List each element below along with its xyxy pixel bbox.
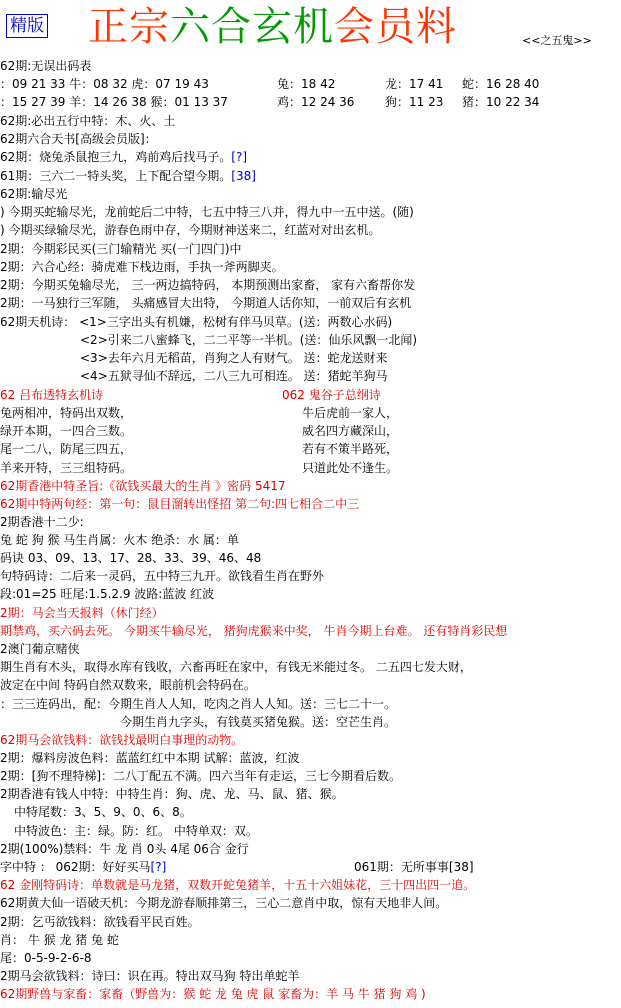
text-line (0, 332, 621, 349)
text-line (0, 623, 621, 640)
text-segment: 62期中特两句经：第一句：鼠目溜转出怪招 第二句:四七相合二中三 (0, 497, 360, 511)
text-line (0, 350, 621, 367)
text-segment: [?] (231, 150, 248, 164)
text-segment: 062 鬼谷子总纲诗 (282, 388, 381, 402)
text-line (0, 186, 621, 203)
text-segment: ：09 21 33 牛：08 32 虎：07 19 43 (0, 77, 209, 91)
text-segment: 狗：11 23 (385, 95, 444, 109)
text-line (0, 423, 621, 440)
text-segment: 62期香港中特圣旨:《欲钱买最大的生肖 》密码 5417 (0, 479, 286, 493)
text-line (0, 950, 621, 967)
text-line (0, 314, 621, 331)
text-segment: 期禁鸡，买六码去死。 今期买牛输尽光， 猪狗虎猴来中奖， 牛肖今期上台难。 还有特肖彩民想 (0, 624, 508, 638)
text-line (0, 94, 621, 111)
text-line (0, 895, 621, 912)
text-segment: 2期：马会当天报料（休门经） (0, 606, 164, 620)
text-segment: 2期：爆料房波色料：蓝蓝红红中本期 试解：蓝波，红波 (0, 751, 300, 765)
text-segment: 2期：一马独行三军随， 头痛感冒大出特， 今期道人话你知，一前双后有玄机 (0, 296, 412, 310)
text-line (0, 714, 621, 731)
text-segment: 蛇：16 28 40 (462, 77, 540, 91)
text-segment: 绿开本期，一四合三数。 (0, 424, 133, 438)
text-line (0, 76, 621, 93)
text-segment: 061期：无所事事[38] (354, 860, 474, 874)
text-segment: 2期：今期彩民买(三门输精光 买(一门四门)中 (0, 242, 242, 256)
text-segment: 2期香港十二少: (0, 515, 84, 529)
text-segment: 2期马会欲钱料：诗曰：识在再。特出双马狗 特出单蛇羊 (0, 969, 300, 983)
text-line (0, 986, 621, 1003)
text-line (0, 514, 621, 531)
text-line (0, 58, 621, 75)
title-char: 正 (88, 4, 129, 50)
text-segment: 中特波色：主：绿。防：红。 中特单双：双。 (14, 824, 258, 838)
text-segment: 兔 蛇 狗 猴 马生肖属：火木 绝杀：水 属：单 (0, 533, 239, 547)
text-line (0, 113, 621, 130)
text-segment: 62 吕布透特玄机诗 (0, 388, 104, 402)
text-segment: 62期天机诗： <1>三字出头有机嫌，松树有伴马贝草。(送：两数心水码) (0, 315, 393, 329)
text-segment: 段:01=25 旺尾:1.5.2.9 波路:蓝波 红波 (0, 587, 215, 601)
text-segment: 龙：17 41 (385, 77, 444, 91)
text-segment: 62期黄大仙一语破天机：今期龙游春顺排第三，三心二意肖中取，惊有天地非人间。 (0, 896, 448, 910)
text-segment: 羊来开特，三三组特码。 (0, 461, 133, 475)
text-segment: 62期马会欲钱料：欲钱找最明白事理的动物。 (0, 733, 244, 747)
section-tag: <<之五鬼>> (522, 34, 592, 47)
title-char: 六 (170, 4, 211, 50)
text-line (0, 168, 621, 185)
text-segment: 62 金刚特码诗：单数就是马龙猪，双数开蛇兔猪羊，十五十六姐妹花，三十四出四一追。 (0, 878, 476, 892)
text-segment: 字中特 ： 062期：好好买马 (0, 860, 151, 874)
text-segment: 威名四方藏深山， (302, 424, 399, 438)
text-line (0, 841, 621, 858)
title-char: 玄 (252, 4, 293, 50)
text-line (0, 914, 621, 931)
text-line (0, 696, 621, 713)
page-title (88, 2, 457, 52)
text-line (0, 259, 621, 276)
text-line (0, 641, 621, 658)
text-line (0, 968, 621, 985)
text-segment: ) 今期买绿输尽光，游春色雨中存，今期财神送来二，红蓝对对出玄机。 (0, 223, 381, 237)
text-line (0, 677, 621, 694)
text-segment: 2期：六合心经：骑虎难下栈边雨，手执一斧两脚夹。 (0, 260, 284, 274)
text-segment: 62期六合天书[高级会员版]： (0, 132, 157, 146)
text-line (0, 478, 621, 495)
title-char: 合 (211, 4, 252, 50)
text-line (0, 732, 621, 749)
text-line (0, 387, 621, 404)
text-line (0, 277, 621, 294)
text-line (0, 659, 621, 676)
text-line (0, 804, 621, 821)
text-segment: 62期:必出五行中特：木、火、土 (0, 114, 176, 128)
edition-badge: 精版 (6, 14, 48, 38)
text-segment: [?] (150, 860, 167, 874)
text-line (0, 605, 621, 622)
text-segment: 肖： 牛 猴 龙 猪 兔 蛇 (0, 933, 119, 947)
text-line (0, 786, 621, 803)
text-line (0, 149, 621, 166)
text-line (0, 204, 621, 221)
title-char: 料 (416, 4, 457, 50)
text-segment: 2期(100%)禁料：牛 龙 肖 0头 4尾 06合 金行 (0, 842, 249, 856)
text-segment: 句特码诗：二后来一灵码，五中特三九开。欲钱看生肖在野外 (0, 569, 325, 583)
title-char: 机 (293, 4, 334, 50)
text-line (0, 222, 621, 239)
text-segment: 波定在中间 特码自然双数来，眼前机会特码在。 (0, 678, 256, 692)
title-char: 会 (334, 4, 375, 50)
text-segment: 若有不策半路死， (302, 442, 399, 456)
title-char: 宗 (129, 4, 170, 50)
page-header (0, 0, 621, 56)
text-line (0, 441, 621, 458)
text-line (0, 405, 621, 422)
text-segment: 尾一二八，防尾三四五， (0, 442, 133, 456)
text-segment: 62期:无误出码表 (0, 59, 92, 73)
text-line (0, 859, 621, 876)
text-line (0, 368, 621, 385)
text-segment: ：15 27 39 羊：14 26 38 猴：01 13 37 (0, 95, 228, 109)
text-segment: 码诀 03、09、13、17、28、33、39、46、48 (0, 551, 262, 565)
text-line (0, 131, 621, 148)
text-line (0, 550, 621, 567)
text-segment: 鸡：12 24 36 (277, 95, 355, 109)
text-segment: ：三三连码出，配：今期生肖人人知，吃肉之肖人人知。送：三七二十一。 (0, 697, 397, 711)
text-segment: 兔：18 42 (277, 77, 336, 91)
text-segment: 只道此处不逢生。 (302, 461, 399, 475)
text-segment: 2期：乞丐欲钱料：欲钱看平民百姓。 (0, 915, 200, 929)
text-segment: ) 今期买蛇输尽光，龙前蛇后二中特，七五中特三八并，得九中一五中送。(随) (0, 205, 414, 219)
text-segment: <4>五狱寻仙不辞远，二八三九可相连。 送：猪蛇羊狗马 (80, 369, 388, 383)
text-line (0, 460, 621, 477)
text-segment: [38] (231, 169, 256, 183)
text-segment: 今期生肖九字头，有钱莫买猪兔猴。送：空芒生肖。 (120, 715, 397, 729)
text-line (0, 877, 621, 894)
text-line (0, 295, 621, 312)
text-line (0, 823, 621, 840)
text-segment: 2期香港有钱人中特：中特生肖：狗、虎、龙、马、鼠、猪、猴。 (0, 787, 344, 801)
text-segment: 61期：三六二一特头奖，上下配合望今期。 (0, 169, 232, 183)
text-segment: 2澳门葡京赌侠 (0, 642, 80, 656)
text-segment: 2期：[狗不理特梯]：二八丁配五不满。四六当年有走运，三七今期看后数。 (0, 769, 402, 783)
text-segment: <2>引来二八蜜蜂飞，二二平等一半机。(送：仙乐风飘一北闻) (80, 333, 418, 347)
text-segment: <3>去年六月无稻苗，肖狗之人有财气。 送：蛇龙送财来 (80, 351, 388, 365)
text-segment: 兔两相冲，特码出双数， (0, 406, 133, 420)
text-segment: 尾：0-5-9-2-6-8 (0, 951, 92, 965)
text-line (0, 568, 621, 585)
text-line (0, 750, 621, 767)
text-segment: 62期野兽与家畜：家畜（野兽为：猴 蛇 龙 兔 虎 鼠 家畜为：羊 马 牛 猪 狗 鸡 ) (0, 987, 426, 1001)
title-char: 员 (375, 4, 416, 50)
text-segment: 62期:输尽光 (0, 187, 68, 201)
text-segment: 牛后虎前一家人， (302, 406, 399, 420)
text-segment: 期生肖有木头，取得水库有钱收，六畜再旺在家中，有钱无米能过冬。 二五四七发大财， (0, 660, 472, 674)
text-line (0, 932, 621, 949)
text-segment: 猪：10 22 34 (462, 95, 540, 109)
text-segment: 62期：烧兔杀鼠抱三九，鸡前鸡后找马子。 (0, 150, 232, 164)
text-line (0, 496, 621, 513)
text-segment: 中特尾数：3、5、9、0、6、8。 (14, 805, 192, 819)
text-line (0, 241, 621, 258)
text-line (0, 532, 621, 549)
text-line (0, 586, 621, 603)
text-segment: 2期：今期买兔输尽光， 三一两边搞特码， 本期预测出家畜， 家有六畜帮你发 (0, 278, 416, 292)
text-line (0, 768, 621, 785)
